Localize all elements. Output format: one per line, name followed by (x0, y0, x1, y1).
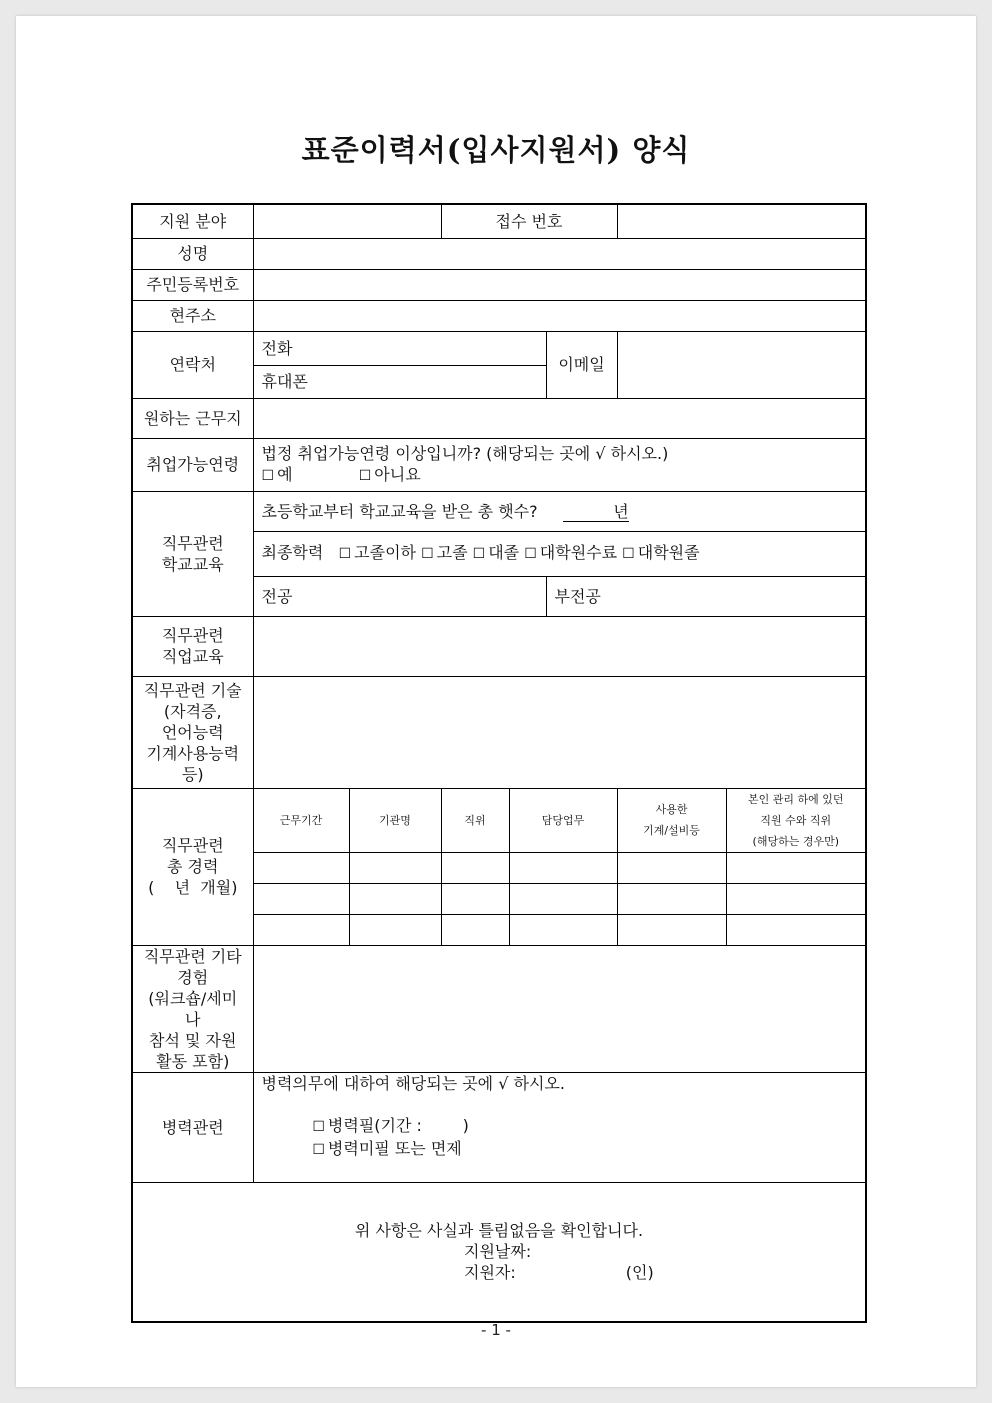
email-input[interactable] (617, 331, 866, 398)
email-label: 이메일 (546, 331, 617, 398)
military-instruction: 병력의무에 대하여 해당되는 곳에 √ 하시오. (261, 1073, 565, 1093)
career-cell[interactable] (617, 883, 726, 914)
career-header-position: 직위 (441, 788, 509, 852)
document-page (16, 16, 976, 1387)
working-age-yes-checkbox[interactable]: ☐ 예 (261, 464, 293, 484)
career-header-staff: 본인 관리 하에 있던 직원 수와 직위 (해당하는 경우만) (726, 788, 866, 852)
resume-form-table (131, 203, 867, 1323)
career-cell[interactable] (509, 883, 617, 914)
career-cell[interactable] (349, 883, 441, 914)
minor-field[interactable]: 부전공 (546, 576, 866, 616)
resident-no-input[interactable] (253, 269, 866, 300)
edu-option-4-checkbox[interactable]: ☐ 대학원수료 (524, 543, 618, 562)
other-experience-label: 직무관련 기타 경험 (워크숍/세미나 참석 및 자원 활동 포함) (132, 945, 253, 1072)
career-cell[interactable] (509, 914, 617, 945)
major-field[interactable]: 전공 (253, 576, 546, 616)
career-cell[interactable] (253, 883, 349, 914)
vocational-edu-label: 직무관련 직업교육 (132, 616, 253, 676)
form-title: 표준이력서(입사지원서) 양식 (301, 133, 691, 167)
name-label: 성명 (132, 238, 253, 269)
military-label: 병력관련 (132, 1072, 253, 1182)
working-age-question: 법정 취업가능연령 이상입니까? (해당되는 곳에 √ 하시오.) (261, 443, 669, 463)
receipt-no-input[interactable] (617, 204, 866, 238)
career-header-org: 기관명 (349, 788, 441, 852)
receipt-no-label: 접수 번호 (441, 204, 617, 238)
career-cell[interactable] (441, 852, 509, 883)
working-age-label: 취업가능연령 (132, 438, 253, 491)
seal-mark: (인) (625, 1263, 654, 1283)
career-header-duty: 담당업무 (509, 788, 617, 852)
address-input[interactable] (253, 300, 866, 331)
application-date-field[interactable]: 지원날짜: (464, 1242, 532, 1262)
career-cell[interactable] (726, 852, 866, 883)
career-cell[interactable] (617, 914, 726, 945)
applicant-field[interactable]: 지원자: (464, 1263, 516, 1283)
name-input[interactable] (253, 238, 866, 269)
skills-input[interactable] (253, 676, 866, 788)
military-done-checkbox[interactable]: ☐ 병력필(기간 : ) (312, 1115, 469, 1135)
military-not-done-checkbox[interactable]: ☐ 병력미필 또는 면제 (312, 1138, 462, 1158)
other-experience-input[interactable] (253, 945, 866, 1072)
career-cell[interactable] (349, 914, 441, 945)
skills-label: 직무관련 기술 (자격증, 언어능력 기계사용능력 등) (132, 676, 253, 788)
confirmation-statement: 위 사항은 사실과 틀림없음을 확인합니다. (354, 1221, 644, 1241)
career-cell[interactable] (349, 852, 441, 883)
career-cell[interactable] (617, 852, 726, 883)
contact-label: 연락처 (132, 331, 253, 398)
apply-field-input[interactable] (253, 204, 441, 238)
career-cell[interactable] (253, 914, 349, 945)
final-education-field: 최종학력 ☐ 고졸이하 ☐ 고졸 ☐ 대졸 ☐ 대학원수료 ☐ 대학원졸 (253, 531, 866, 576)
career-cell[interactable] (253, 852, 349, 883)
working-age-no-checkbox[interactable]: ☐ 아니요 (358, 464, 421, 484)
military-cell (253, 1072, 866, 1182)
address-label: 현주소 (132, 300, 253, 331)
vocational-edu-input[interactable] (253, 616, 866, 676)
school-edu-label: 직무관련 학교교육 (132, 491, 253, 616)
resident-no-label: 주민등록번호 (132, 269, 253, 300)
confirmation-section (132, 1182, 866, 1322)
career-cell[interactable] (726, 914, 866, 945)
working-age-cell (253, 438, 866, 491)
career-label: 직무관련 총 경력 ( 년 개월) (132, 788, 253, 945)
apply-field-label: 지원 분야 (132, 204, 253, 238)
edu-option-3-checkbox[interactable]: ☐ 대졸 (472, 543, 520, 562)
career-cell[interactable] (441, 883, 509, 914)
school-years-field[interactable]: 초등학교부터 학교교육을 받은 총 햇수? 년 (253, 491, 866, 531)
edu-option-1-checkbox[interactable]: ☐ 고졸이하 (338, 543, 416, 562)
career-header-equipment: 사용한 기계/설비등 (617, 788, 726, 852)
mobile-field[interactable]: 휴대폰 (253, 365, 546, 398)
phone-field[interactable]: 전화 (253, 331, 546, 365)
edu-option-5-checkbox[interactable]: ☐ 대학원졸 (622, 543, 700, 562)
page-number: - 1 - (481, 1321, 511, 1339)
desired-location-input[interactable] (253, 398, 866, 438)
career-header-period: 근무기간 (253, 788, 349, 852)
career-cell[interactable] (441, 914, 509, 945)
edu-option-2-checkbox[interactable]: ☐ 고졸 (421, 543, 468, 562)
career-cell[interactable] (726, 883, 866, 914)
desired-location-label: 원하는 근무지 (132, 398, 253, 438)
career-cell[interactable] (509, 852, 617, 883)
school-years-blank[interactable]: 년 (563, 503, 629, 522)
